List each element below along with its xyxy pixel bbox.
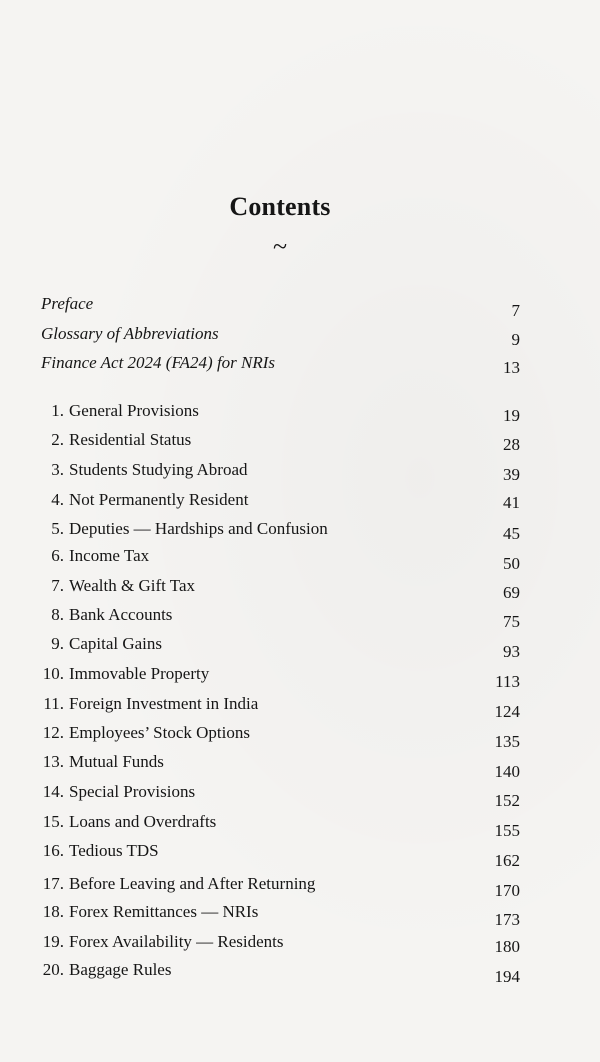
toc-chapter-page: 69 (503, 583, 520, 602)
toc-chapter-title: Before Leaving and After Returning (69, 874, 316, 893)
toc-chapter-13 (0, 752, 600, 781)
toc-chapter-18 (0, 902, 600, 928)
toc-chapter-number: 13. (42, 752, 64, 771)
toc-chapter-14 (0, 782, 600, 808)
toc-chapter-19 (0, 932, 600, 958)
toc-chapter-number: 14. (42, 782, 64, 801)
toc-entry-glossary (0, 324, 600, 350)
toc-chapter-title: Baggage Rules (69, 960, 172, 979)
toc-chapter-title: Not Permanently Resident (69, 490, 249, 509)
toc-chapter-page: 75 (503, 612, 520, 631)
toc-chapter-12 (0, 723, 600, 749)
toc-chapter-page: 140 (494, 762, 520, 781)
toc-chapter-number: 10. (42, 664, 64, 683)
toc-chapter-number: 17. (42, 874, 64, 893)
toc-chapter-number: 19. (42, 932, 64, 951)
toc-chapter-number: 5. (51, 519, 64, 538)
toc-chapter-page: 170 (494, 881, 520, 900)
toc-chapter-title: Special Provisions (69, 782, 196, 801)
toc-chapter-title: Immovable Property (69, 664, 210, 683)
toc-chapter-17 (0, 874, 600, 900)
toc-chapter-number: 15. (42, 812, 64, 831)
toc-chapter-page: 152 (494, 791, 520, 810)
toc-entry-title: Glossary of Abbreviations (41, 324, 219, 343)
toc-chapter-page: 194 (494, 967, 520, 986)
toc-chapter-title: Income Tax (69, 546, 150, 565)
toc-entry-page: 9 (511, 330, 520, 349)
toc-chapter-page: 124 (494, 702, 520, 721)
toc-chapter-page: 39 (503, 465, 520, 484)
toc-chapter-number: 7. (51, 576, 64, 595)
toc-entry-title: Preface (41, 294, 94, 313)
toc-chapter-9 (0, 634, 600, 660)
toc-chapter-4 (0, 490, 600, 516)
toc-chapter-number: 8. (51, 605, 64, 624)
contents-heading: Contents (229, 192, 331, 221)
toc-chapter-title: Employees’ Stock Options (69, 723, 250, 742)
toc-chapter-title: Capital Gains (69, 634, 163, 653)
toc-chapter-title: Deputies — Hardships and Confusion (69, 519, 328, 538)
toc-chapter-number: 11. (43, 694, 64, 713)
toc-entry-page: 13 (503, 358, 520, 377)
toc-chapter-page: 162 (494, 851, 520, 870)
toc-chapter-title: Loans and Overdrafts (69, 812, 217, 831)
toc-chapter-5 (0, 519, 600, 545)
toc-chapter-8 (0, 605, 600, 631)
toc-chapter-page: 135 (494, 732, 520, 751)
toc-entry-title: Finance Act 2024 (FA24) for NRIs (41, 353, 276, 372)
toc-chapter-7 (0, 576, 600, 602)
tilde-ornament: ~ (272, 232, 288, 261)
toc-chapter-11 (0, 694, 600, 720)
toc-chapter-page: 41 (503, 493, 520, 512)
toc-chapter-page: 93 (503, 642, 520, 661)
toc-chapter-title: Wealth & Gift Tax (69, 576, 196, 595)
toc-chapter-title: Bank Accounts (69, 605, 173, 624)
toc-chapter-20 (0, 960, 600, 986)
toc-chapter-page: 28 (503, 435, 520, 454)
toc-chapter-10 (0, 664, 600, 690)
toc-chapter-number: 12. (42, 723, 64, 742)
toc-chapter-6 (0, 546, 600, 572)
toc-entry-finance-act (0, 353, 600, 379)
toc-chapter-3 (0, 460, 600, 486)
toc-chapter-title: Mutual Funds (69, 752, 164, 771)
toc-chapter-16 (0, 841, 600, 870)
toc-chapter-number: 1. (51, 401, 64, 420)
toc-chapter-title: General Provisions (69, 401, 199, 420)
toc-chapter-number: 18. (42, 902, 64, 921)
toc-chapter-page: 50 (503, 554, 520, 573)
toc-chapter-number: 4. (51, 490, 64, 509)
toc-chapter-title: Forex Remittances — NRIs (69, 902, 259, 921)
toc-chapter-number: 16. (42, 841, 64, 860)
toc-chapter-number: 6. (51, 546, 64, 565)
toc-entry-page: 7 (511, 301, 520, 320)
toc-chapter-number: 20. (42, 960, 64, 979)
toc-chapter-page: 180 (494, 937, 520, 956)
toc-chapter-title: Residential Status (69, 430, 192, 449)
toc-chapter-2 (0, 430, 600, 456)
toc-chapter-title: Students Studying Abroad (69, 460, 248, 479)
toc-chapter-page: 113 (495, 672, 520, 691)
toc-chapter-page: 45 (503, 524, 520, 543)
toc-chapter-title: Foreign Investment in India (69, 694, 259, 713)
toc-chapter-number: 9. (51, 634, 64, 653)
toc-entry-preface (0, 294, 600, 320)
toc-chapter-15 (0, 812, 600, 838)
toc-chapter-page: 155 (494, 821, 520, 840)
toc-chapter-title: Tedious TDS (69, 841, 159, 860)
toc-chapter-number: 3. (51, 460, 64, 479)
toc-chapter-title: Forex Availability — Residents (69, 932, 284, 951)
toc-chapter-1 (0, 401, 600, 427)
toc-chapter-page: 173 (494, 910, 520, 929)
toc-chapter-page: 19 (503, 406, 520, 425)
toc-chapter-number: 2. (51, 430, 64, 449)
